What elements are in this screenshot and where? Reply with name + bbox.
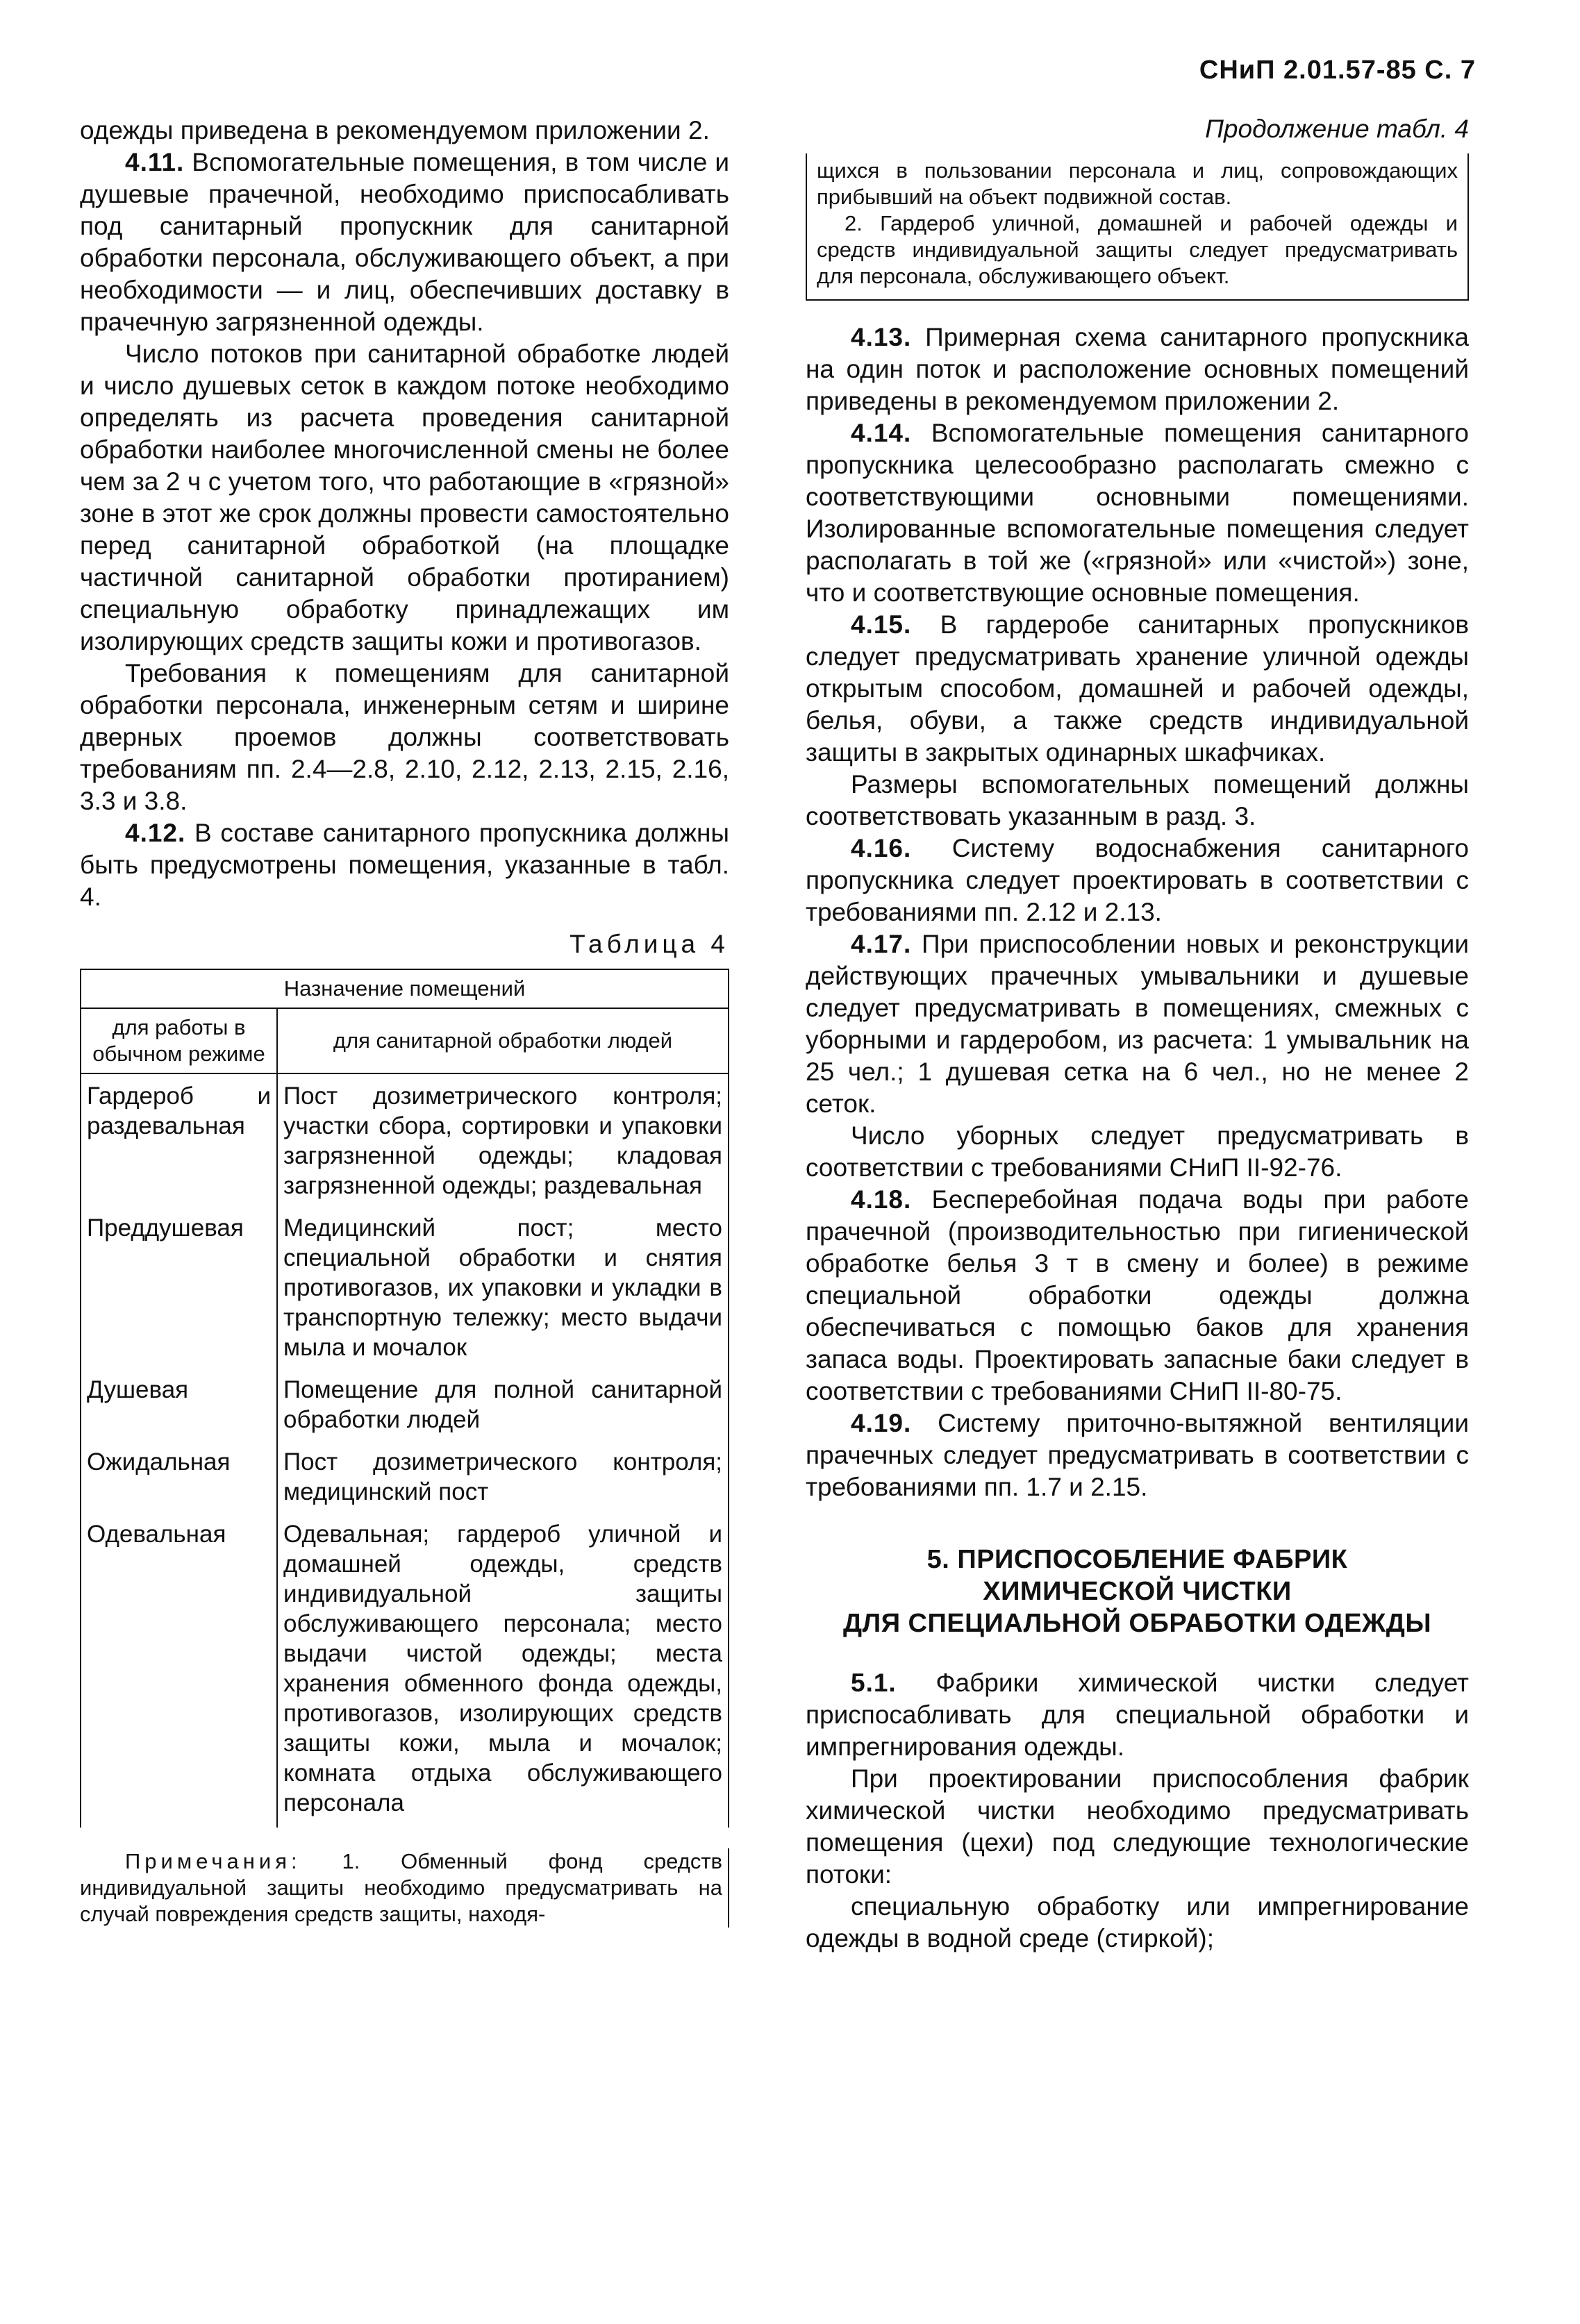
clause-number: 4.11. xyxy=(125,148,185,176)
paragraph-4-16 xyxy=(806,833,1469,928)
paragraph-4-11 xyxy=(80,147,729,338)
table-cell-purpose: Помещение для полной санитарной обработки людей xyxy=(277,1365,729,1437)
clause-text: Систему водоснабжения санитарного пропускника следует проектировать в соответствии с требованиями пп. 2.12 и 2.13. xyxy=(806,834,1469,926)
table-4 xyxy=(80,969,729,1828)
clause-number: 4.15. xyxy=(851,610,912,639)
clause-number: 4.13. xyxy=(851,323,912,351)
table-header-col2: для санитарной обработки людей xyxy=(277,1008,729,1073)
table-header-main: Назначение помещений xyxy=(81,969,729,1008)
clause-number: 4.14. xyxy=(851,419,912,447)
clause-number: 4.18. xyxy=(851,1185,912,1214)
paragraph-5-1 xyxy=(806,1667,1469,1763)
clause-text: Систему приточно-вытяжной вентиляции прачечных следует предусматривать в соответствии с требованиями пп. 1.7 и 2.15. xyxy=(806,1409,1469,1501)
note-2: 2. Гардероб уличной, домашней и рабочей одежды и средств индивидуальной защиты следует предусматривать для персонала, обслуживающего объект. xyxy=(817,211,1458,288)
section-title-line: 5. ПРИСПОСОБЛЕНИЕ ФАБРИК xyxy=(926,1545,1348,1574)
clause-number: 4.19. xyxy=(851,1409,912,1437)
table-header-row xyxy=(81,969,729,1008)
paragraph-4-12 xyxy=(80,817,729,913)
clause-number: 4.12. xyxy=(125,819,186,847)
clause-text: Примерная схема санитарного пропускника на один поток и расположение основных помещений приведены в рекомендуемом приложении 2. xyxy=(806,323,1469,415)
table-cell-purpose: Пост дозиметрического контроля; медицинский пост xyxy=(277,1437,729,1510)
clause-text: Вспомогательные помещения санитарного пропускника целесообразно располагать смежно с соответствующими основными помещениями. Изолированные вспомогательные помещения следует располагать в той же («грязной» или «чистой») зоне, что и соответствующие основные помещения. xyxy=(806,419,1469,607)
table-continuation-notes xyxy=(806,153,1469,301)
right-column xyxy=(806,115,1469,1955)
clause-text: В составе санитарного пропускника должны быть предусмотрены помещения, указанные в табл. 4. xyxy=(80,819,729,911)
paragraph-4-19 xyxy=(806,1407,1469,1503)
notes-text: 1. Обменный фонд средств индивидуальной защиты необходимо предусматривать на случай повреждения средств защиты, находя- xyxy=(80,1849,722,1926)
table-cell-room: Ожидальная xyxy=(81,1437,277,1510)
notes-label: Примечания: xyxy=(125,1849,301,1873)
note-continuation: щихся в пользовании персонала и лиц, сопровождающих прибывший на объект подвижной состав. xyxy=(817,158,1458,209)
left-column xyxy=(80,115,729,1928)
table-row xyxy=(81,1437,729,1510)
table-notes xyxy=(80,1848,729,1928)
section-title-line: ДЛЯ СПЕЦИАЛЬНОЙ ОБРАБОТКИ ОДЕЖДЫ xyxy=(842,1609,1432,1638)
section-title-line: ХИМИЧЕСКОЙ ЧИСТКИ xyxy=(983,1577,1292,1606)
paragraph-4-11-b: Число потоков при санитарной обработке людей и число душевых сеток в каждом потоке необходимо определять из расчета проведения санитарной обработки наиболее многочисленной смены не более чем за 2 ч с учетом того, что работающие в «грязной» зоне в этот же срок должны провести самостоятельно перед санитарной обработкой (на площадке частичной санитарной обработки протиранием) специальную обработку принадлежащих им изолирующих средств защиты кожи и противогазов. xyxy=(80,340,729,655)
paragraph-5-1-c: специальную обработку или импрегнирование одежды в водной среде (стиркой); xyxy=(806,1892,1469,1953)
table-cell-purpose: Медицинский пост; место специальной обработки и снятия противогазов, их упаковки и укладки в транспортную тележку; место выдачи мыла и мочалок xyxy=(277,1203,729,1365)
table-cell-room: Гардероб и раздевальная xyxy=(81,1073,277,1203)
paragraph-4-14 xyxy=(806,417,1469,609)
table-row xyxy=(81,1510,729,1828)
table-cell-purpose: Пост дозиметрического контроля; участки сбора, сортировки и упаковки загрязненной одежды; кладовая загрязненной одежды; раздевальная xyxy=(277,1073,729,1203)
table-row xyxy=(81,1073,729,1203)
table-caption: Таблица 4 xyxy=(569,930,729,958)
paragraph-4-15-b: Размеры вспомогательных помещений должны соответствовать указанным в разд. 3. xyxy=(806,770,1469,830)
paragraph-4-13 xyxy=(806,321,1469,417)
paragraph-4-17-b: Число уборных следует предусматривать в соответствии с требованиями СНиП II-92-76. xyxy=(806,1121,1469,1182)
table-header-col1: для работы в обычном режиме xyxy=(81,1008,277,1073)
paragraph-continuation: одежды приведена в рекомендуемом приложении 2. xyxy=(80,116,710,144)
paragraph-4-15 xyxy=(806,609,1469,769)
clause-number: 4.17. xyxy=(851,930,912,958)
table-continuation-caption: Продолжение табл. 4 xyxy=(1205,115,1469,143)
paragraph-5-1-b: При проектировании приспособления фабрик химической чистки необходимо предусматривать помещения (цехи) под следующие технологические потоки: xyxy=(806,1764,1469,1889)
clause-text: При приспособлении новых и реконструкции действующих прачечных умывальники и душевые следует предусматривать в помещениях, смежных с уборными и гардеробом, из расчета: 1 умывальник на 25 чел.; 1 душевая сетка на 6 чел., но не менее 2 сеток. xyxy=(806,930,1469,1118)
clause-text: Вспомогательные помещения, в том числе и душевые прачечной, необходимо приспосабливать под санитарный пропускник для санитарной обработки персонала, обслуживающего объект, а при необходимости — и лиц, обеспечивших доставку в прачечную загрязненной одежды. xyxy=(80,148,729,336)
table-row xyxy=(81,1203,729,1365)
clause-number: 4.16. xyxy=(851,834,912,862)
section-5-title xyxy=(806,1544,1469,1639)
table-subheader-row xyxy=(81,1008,729,1073)
paragraph-4-17 xyxy=(806,928,1469,1120)
table-cell-room: Одевальная xyxy=(81,1510,277,1828)
table-cell-room: Преддушевая xyxy=(81,1203,277,1365)
paragraph-4-18 xyxy=(806,1184,1469,1407)
clause-number: 5.1. xyxy=(851,1669,897,1697)
table-cell-purpose: Одевальная; гардероб уличной и домашней одежды, средств индивидуальной защиты обслуживающего персонала; место выдачи чистой одежды; места хранения обменного фонда одежды, противогазов, изолирующих средств защиты кожи, мыла и мочалок; комната отдыха обслуживающего персонала xyxy=(277,1510,729,1828)
page-header-reference: СНиП 2.01.57-85 С. 7 xyxy=(1199,56,1476,85)
paragraph-4-11-c: Требования к помещениям для санитарной обработки персонала, инженерным сетям и ширине дверных проемов должны соответствовать требованиям пп. 2.4—2.8, 2.10, 2.12, 2.13, 2.15, 2.16, 3.3 и 3.8. xyxy=(80,659,729,815)
clause-text: Бесперебойная подача воды при работе прачечной (производительностью при гигиенической обработке белья 3 т в смену и более) в режиме специальной обработки одежды должна обеспечиваться с помощью баков для хранения запаса воды. Проектировать запасные баки следует в соответствии с требованиями СНиП II-80-75. xyxy=(806,1185,1470,1405)
clause-text: Фабрики химической чистки следует приспосабливать для специальной обработки и импрегнирования одежды. xyxy=(806,1669,1469,1761)
table-cell-room: Душевая xyxy=(81,1365,277,1437)
table-row xyxy=(81,1365,729,1437)
clause-text: В гардеробе санитарных пропускников следует предусматривать хранение уличной одежды открытым способом, домашней и рабочей одежды, белья, обуви, а также средств индивидуальной защиты в закрытых одинарных шкафчиках. xyxy=(806,610,1470,767)
